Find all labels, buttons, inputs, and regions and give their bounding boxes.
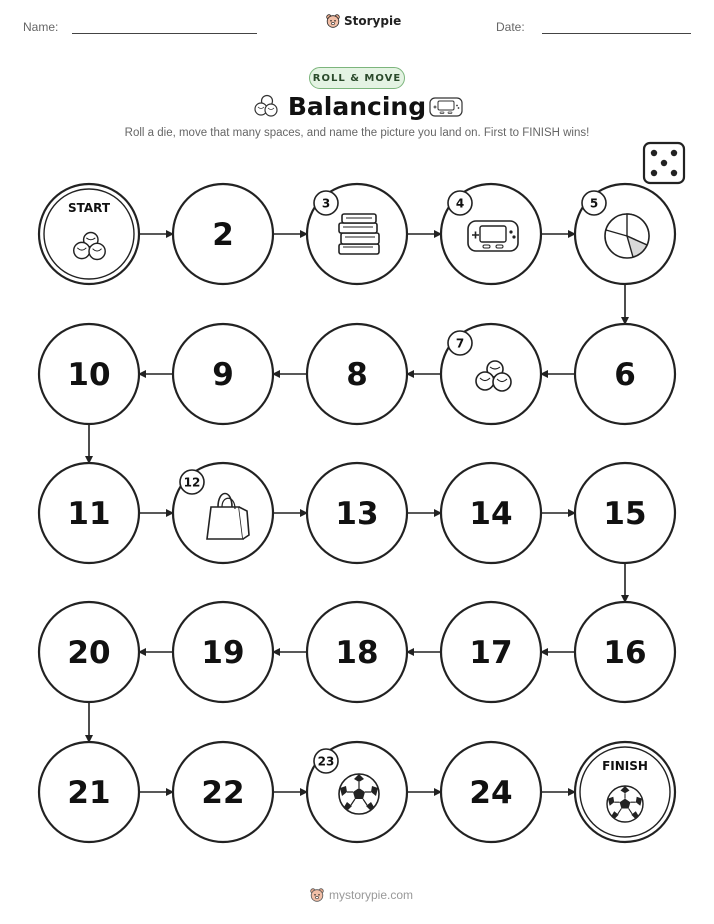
space-number: 20 (67, 635, 111, 671)
space-number: 6 (614, 357, 636, 393)
board-space-17 (441, 602, 541, 702)
board-space-8 (307, 324, 407, 424)
space-number-badge: 23 (317, 754, 335, 769)
books-icon (339, 214, 379, 254)
board-space-10 (39, 324, 139, 424)
board-space-22 (173, 742, 273, 842)
space-number: 13 (335, 496, 379, 532)
board-space-21 (39, 742, 139, 842)
board-space-2 (173, 184, 273, 284)
board-space-13 (307, 463, 407, 563)
pie-chart-icon (605, 214, 649, 258)
space-number: 10 (67, 357, 111, 393)
space-number: 21 (67, 775, 111, 811)
space-number-badge: 7 (455, 336, 465, 351)
space-number-badge: 3 (321, 196, 331, 211)
space-number: 11 (67, 496, 111, 532)
board-space-23 (307, 742, 407, 842)
space-number: 17 (469, 635, 513, 671)
board-space-9 (173, 324, 273, 424)
name-label: Name: (23, 20, 59, 34)
board-space-6 (575, 324, 675, 424)
board-space-16 (575, 602, 675, 702)
soccer-ball-icon (339, 774, 379, 814)
space-number: 2 (212, 217, 234, 253)
board-space-3 (307, 184, 407, 284)
board-space-18 (307, 602, 407, 702)
space-label: FINISH (602, 759, 648, 773)
board-space-11 (39, 463, 139, 563)
instructions: Roll a die, move that many spaces, and name the picture you land on. First to FINISH wins! (124, 127, 590, 139)
roll-and-move-badge: ROLL & MOVE (309, 67, 405, 89)
date-label: Date: (496, 20, 525, 34)
space-number: 14 (469, 496, 513, 532)
footer-site: mystorypie.com (329, 888, 414, 902)
board-space-finish (575, 742, 675, 842)
board-space-19 (173, 602, 273, 702)
space-number: 22 (201, 775, 245, 811)
space-number: 9 (212, 357, 234, 393)
brand-name: Storypie (344, 14, 402, 28)
bear-mascot-icon (309, 887, 325, 903)
space-label: START (67, 201, 111, 215)
board-space-24 (441, 742, 541, 842)
board-space-7 (441, 324, 541, 424)
space-number: 24 (469, 775, 513, 811)
space-number-badge: 4 (455, 196, 465, 211)
space-number: 18 (335, 635, 379, 671)
page-title: Balancing (287, 92, 427, 121)
space-number: 16 (603, 635, 647, 671)
space-number-badge: 12 (183, 475, 201, 490)
space-number: 19 (201, 635, 245, 671)
board-space-20 (39, 602, 139, 702)
space-number: 8 (346, 357, 368, 393)
board-space-5 (575, 184, 675, 284)
soccer-ball-icon (607, 786, 643, 822)
board-space-15 (575, 463, 675, 563)
game-console-icon (468, 221, 518, 251)
board-space-12 (173, 463, 273, 563)
board-space-4 (441, 184, 541, 284)
space-number-badge: 5 (589, 196, 599, 211)
space-number: 15 (603, 496, 647, 532)
footer (309, 887, 413, 903)
board-space-start (39, 184, 139, 284)
board-space-14 (441, 463, 541, 563)
